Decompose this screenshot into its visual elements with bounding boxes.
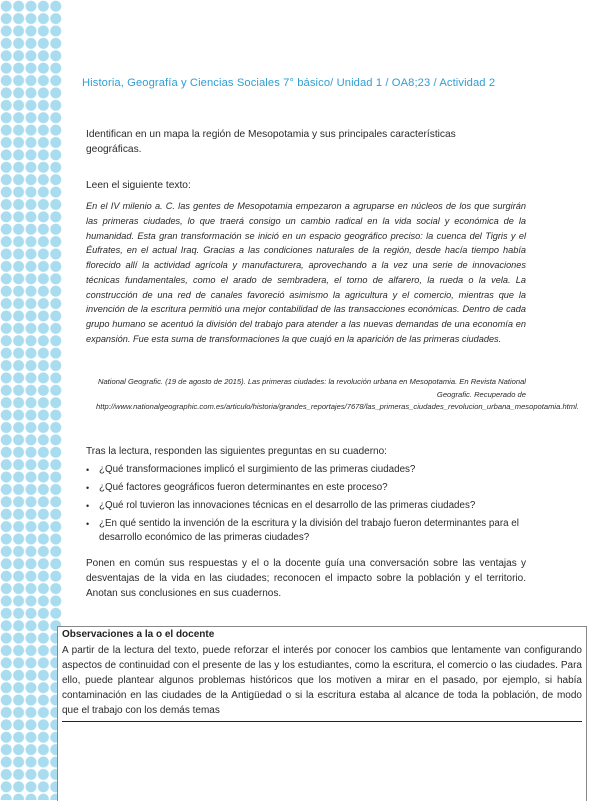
list-item — [86, 481, 526, 495]
list-item — [86, 499, 526, 513]
bullet-icon: • — [86, 483, 90, 493]
observations-title: Observaciones a la o el docente — [62, 629, 215, 640]
question-text: ¿En qué sentido la invención de la escritura y la división del trabajo fueron determinantes para el desarrollo económico de las primeras ciudades? — [99, 518, 519, 543]
questions-intro: Tras la lectura, responden las siguientes preguntas en su cuaderno: — [86, 446, 387, 457]
list-item — [86, 463, 526, 477]
questions-list — [86, 463, 526, 549]
bullet-icon: • — [86, 501, 90, 511]
reading-text: En el IV milenio a. C. las gentes de Mesopotamia empezaron a agruparse en núcleos de los que surgirán las primeras ciudades, lo que traerá consigo un cambio radical en la vida social y económica de la humanidad. Esta gran transformación se inició en un espacio geográfico preciso: la cuenca del Tigris y el Éufrates, en el actual Iraq. Gracias a las condiciones naturales de la región, desde hacía tiempo había florecido allí la actividad agrícola y manufacturera, aprovechando a la vez una serie de innovaciones técnicas fundamentales, como el arado de sembradera, el torno de alfarero, la rueda o la vela. La construcción de una red de canales favoreció asimismo la agricultura y el comercio, mientras que la invención de la escritura permitió una mejor contabilidad de las transacciones económicas. Dentro de cada grupo humano se acentuó la división del trabajo para atender a las nuevas demandas de una economía en expansión. Fue esta suma de transformaciones la que cuajó en la aparición de las primeras ciudades. — [86, 201, 526, 344]
reading-citation: National Geografic. (19 de agosto de 2015). Las primeras ciudades: la revolución urbana en Mesopotamia. En Revista National Geografic. Recuperado de http://www.nationalgeographic.com.es/articulo/historia/grandes_reportajes/7678/las_primeras_ciudades_revolucion_urbana_mesopotamia.html. — [96, 377, 579, 412]
list-item — [86, 517, 526, 545]
decorative-dot-strip — [0, 0, 62, 800]
question-text: ¿Qué factores geográficos fueron determinantes en este proceso? — [99, 482, 388, 493]
question-text: ¿Qué transformaciones implicó el surgimiento de las primeras ciudades? — [99, 464, 416, 475]
bullet-icon: • — [86, 465, 90, 475]
bullet-icon: • — [86, 519, 90, 529]
page-header: Historia, Geografía y Ciencias Sociales 7° básico/ Unidad 1 / OA8;23 / Actividad 2 — [82, 77, 496, 89]
closing-paragraph: Ponen en común sus respuestas y el o la docente guía una conversación sobre las ventajas y desventajas de la vida en las ciudades; reconocen el impacto sobre la población y el territorio. Anotan sus conclusiones en sus cuadernos. — [86, 558, 526, 599]
question-text: ¿Qué rol tuvieron las innovaciones técnicas en el desarrollo de las primeras ciudades? — [99, 500, 476, 511]
activity-intro: Identifican en un mapa la región de Mesopotamia y sus principales características geográficas. — [86, 129, 456, 155]
text-underline-divider — [62, 721, 582, 722]
observations-text: A partir de la lectura del texto, puede reforzar el interés por conocer los cambios que lentamente van configurando aspectos de continuidad con el presente de las y los estudiantes, como la escritura, el comercio o las ciudades. Para ello, puede plantear algunos problemas históricos que los motiven a mirar en el pasado, por ejemplo, si había contaminación en las ciudades de la Antigüedad o si la escritura estaba al alcance de toda la población, de modo que el trabajo con los demás temas — [62, 645, 582, 716]
reading-lead: Leen el siguiente texto: — [86, 180, 191, 191]
